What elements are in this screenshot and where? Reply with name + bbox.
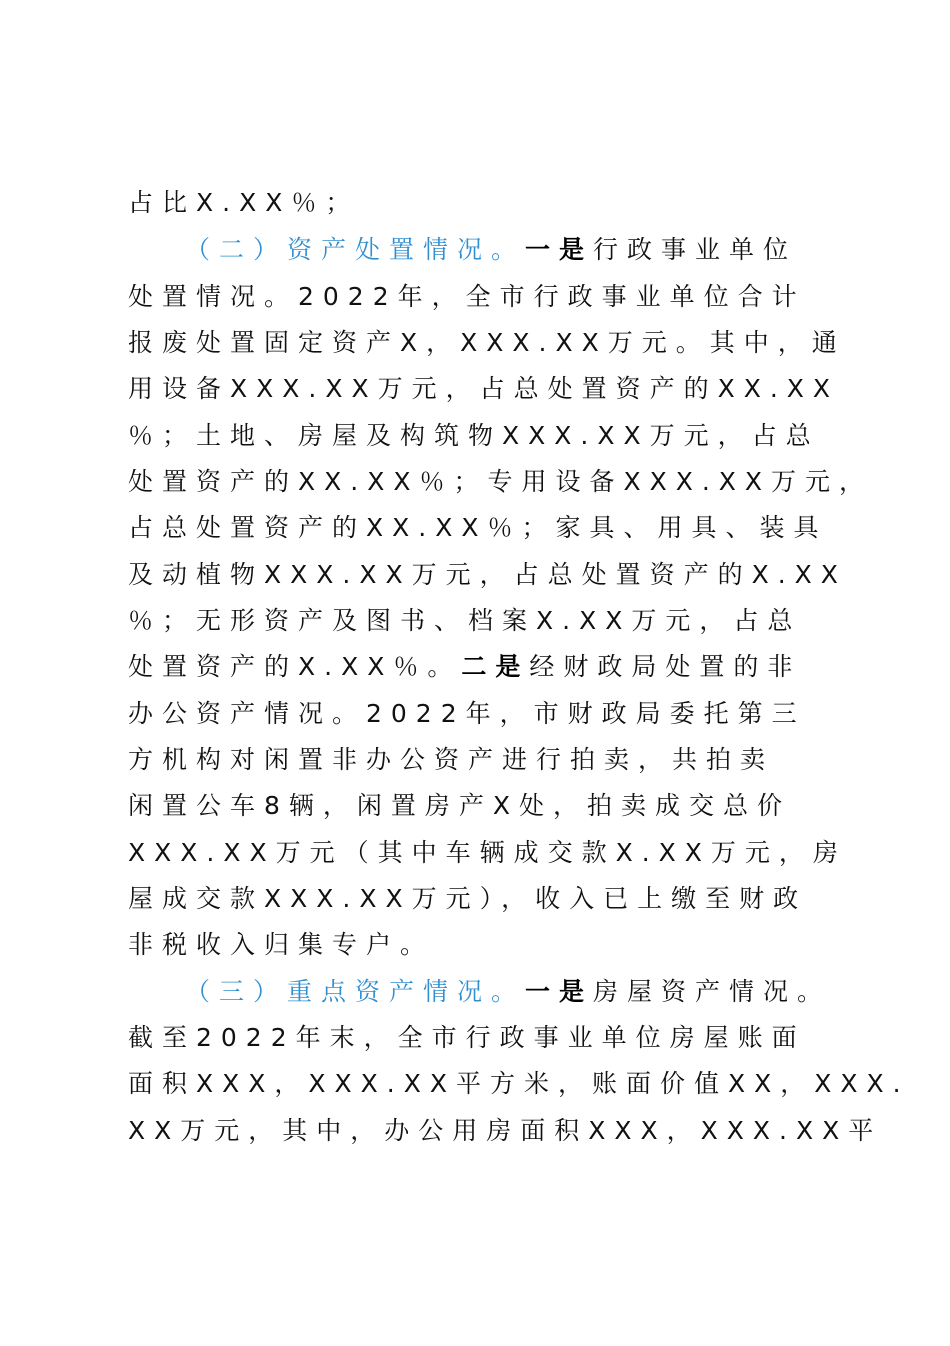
text-line: XXX.XX万元（其中车辆成交款X.XX万元，房: [128, 838, 847, 867]
section-2-heading: （二）资产处置情况。: [185, 235, 526, 264]
line-before-marker: 处置资产的X.XX％。: [128, 652, 462, 681]
text-line: 及动植物XXX.XX万元，占总处置资产的X.XX: [128, 560, 847, 589]
section-3-rest: 房屋资产情况。: [593, 977, 832, 1006]
text-line: ％；无形资产及图书、档案X.XX万元，占总: [128, 606, 802, 635]
text-line: 办公资产情况。2022年，市财政局委托第三: [128, 699, 806, 728]
text-line: 闲置公车8辆，闲置房产X处，拍卖成交总价: [128, 791, 792, 820]
text-line: 非税收入归集专户。: [128, 930, 435, 959]
text-line: 占比X.XX％；: [128, 188, 360, 217]
section-3-lead-line: [185, 977, 885, 1007]
text-line: 处置情况。2022年，全市行政事业单位合计: [128, 282, 806, 311]
text-line: 面积XXX，XXX.XX平方米，账面价值XX，XXX.: [128, 1069, 910, 1098]
text-line: 截至2022年末，全市行政事业单位房屋账面: [128, 1023, 806, 1052]
line-after-marker: 经财政局处置的非: [529, 652, 802, 681]
section-3-heading: （三）重点资产情况。: [185, 977, 526, 1006]
section-2-marker: 一是: [525, 235, 594, 264]
section-2-lead-line: [185, 235, 885, 265]
text-line: 方机构对闲置非办公资产进行拍卖，共拍卖: [128, 745, 775, 774]
text-line: ％；土地、房屋及构筑物XXX.XX万元，占总: [128, 421, 820, 450]
mixed-line: [128, 652, 828, 682]
text-line: 占总处置资产的XX.XX％；家具、用具、装具: [128, 513, 828, 542]
text-line: 处置资产的XX.XX％；专用设备XXX.XX万元，: [128, 467, 874, 496]
second-point-marker: 二是: [461, 652, 530, 681]
text-line: 屋成交款XXX.XX万元），收入已上缴至财政: [128, 884, 808, 913]
text-line: XX万元，其中，办公用房面积XXX，XXX.XX平: [128, 1116, 883, 1145]
section-2-rest: 行政事业单位: [593, 235, 798, 264]
text-line: 报废处置固定资产X，XXX.XX万元。其中，通: [128, 328, 846, 357]
text-line: 用设备XXX.XX万元，占总处置资产的XX.XX: [128, 374, 840, 403]
section-3-marker: 一是: [525, 977, 594, 1006]
